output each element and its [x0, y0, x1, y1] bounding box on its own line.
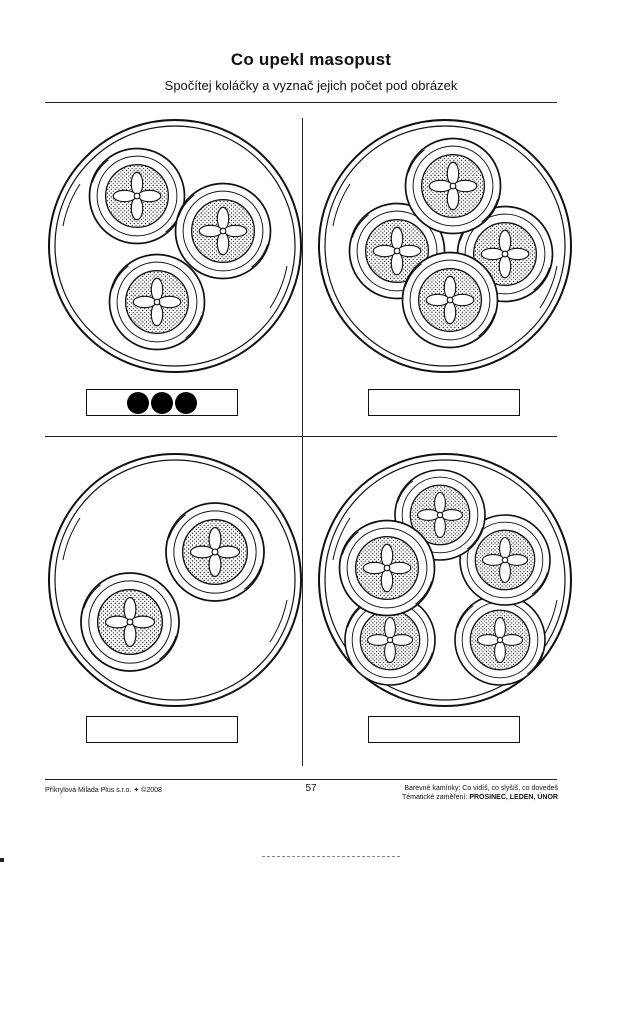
count-dot — [127, 392, 149, 414]
vertical-divider — [302, 118, 303, 766]
scan-artifact-mark — [0, 858, 4, 862]
footer-divider — [45, 779, 557, 780]
answer-box-panel-1[interactable] — [86, 389, 238, 416]
cookie-icon — [90, 149, 185, 244]
plate-panel-3 — [48, 452, 302, 708]
cookie-icon — [110, 255, 205, 350]
answer-box-panel-3[interactable] — [86, 716, 238, 743]
topic-prefix: Tématické zaměření: — [402, 794, 468, 801]
footer-series — [402, 784, 558, 802]
cookie-icon — [340, 521, 435, 616]
top-divider — [45, 102, 557, 103]
answer-box-panel-4[interactable] — [368, 716, 520, 743]
plate-panel-2 — [318, 118, 572, 374]
cookie-icon — [81, 573, 179, 671]
cookie-icon — [455, 595, 545, 685]
worksheet-title: Co upekl masopust — [230, 50, 392, 69]
cookie-icon — [403, 253, 498, 348]
count-dot — [175, 392, 197, 414]
cookie-icon — [166, 503, 264, 601]
publisher-name: Příkrylová Milada Plus s.r.o. — [45, 787, 132, 794]
series-title: Barevné kamínky: Co vidíš, co slyšíš, co dovedeš — [404, 785, 558, 792]
plate-panel-4 — [318, 452, 572, 708]
cookie-icon — [406, 139, 501, 234]
worksheet-instruction: Spočítej koláčky a vyznač jejich počet pod obrázek — [164, 78, 458, 93]
plate-panel-1 — [48, 118, 302, 374]
middle-divider — [45, 436, 557, 437]
cookie-icon — [176, 184, 271, 279]
topic-months: PROSINEC, LEDEN, ÚNOR — [469, 794, 558, 801]
publisher-logo-icon: ✦ — [133, 787, 140, 794]
answer-box-panel-2[interactable] — [368, 389, 520, 416]
scan-artifact-line — [262, 856, 400, 857]
count-dot — [151, 392, 173, 414]
series-topic — [402, 793, 558, 802]
page-number: 57 — [305, 783, 317, 794]
publisher-year: ©2008 — [141, 787, 162, 794]
